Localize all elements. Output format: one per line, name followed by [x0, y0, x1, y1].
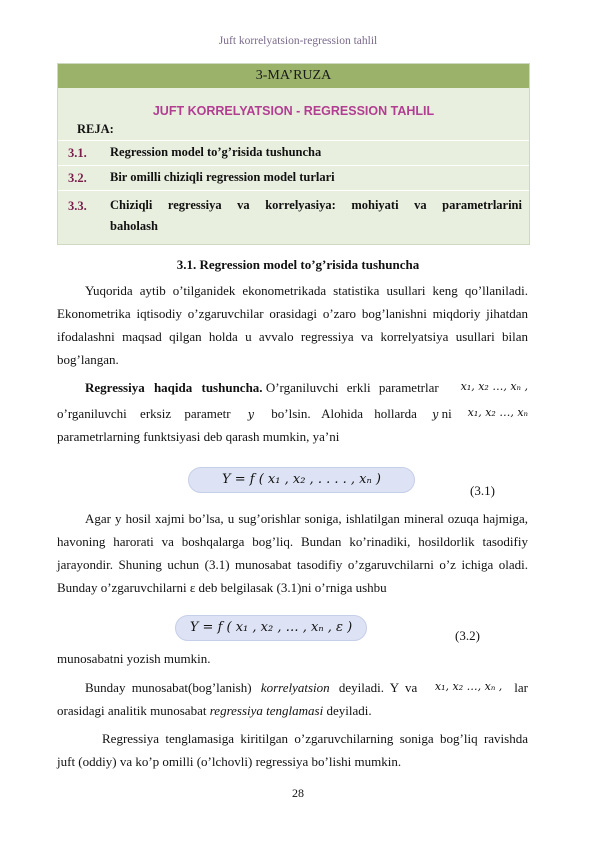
running-header: Juft korrelyatsion-regression tahlil	[218, 35, 378, 47]
math-variables: x₁, x₂ …, xₙ ,	[434, 680, 503, 693]
equation-number: (3.1)	[470, 483, 495, 498]
text-span: deyiladi.	[326, 703, 372, 718]
text-span: orasidagi analitik munosabat	[57, 703, 207, 718]
text-span: o’rganiluvchi erksiz parametr	[57, 406, 231, 421]
plan-item-text: Regression model to’g’risida tushuncha	[110, 145, 322, 159]
math-variables: x₁, x₂ …, xₙ ,	[460, 380, 528, 393]
paragraph-regression-line3: parametrlarning funktsiyasi deb qarash mumkin, ya’ni	[57, 429, 340, 444]
paragraph-intro: Yuqorida aytib o’tilganidek ekonometrikada statistika usullari keng qo’llaniladi. Ekonometrika iqtisodiy o’zgaruvchilar orasidagi o’zaro bog’lanishni miqdoriy jihatdan ifodalashni maqsad qilgan holda u avvalo regressiya va korrelyatsiya usullari bilan bog’langan.	[57, 283, 528, 367]
math-y: y	[247, 408, 254, 421]
paragraph-definition-line2	[57, 703, 372, 719]
paragraph-example: Agar y hosil xajmi bo’lsa, u sug’orishlar soniga, ishlatilgan mineral ozuqa hajmiga, havoning harorati va boshqalarga bog’liq. Bundan ko’rinadiki, hosildorlik tasodifiy jarayondir. Shuning uchun (3.1) munosabat tasodifiy o’zgaruvchilarni o’z ichiga oladi. Bunday o’zgaruvchilarni ε deb belgilasak (3.1)ni o’rniga ushbu	[57, 511, 528, 595]
plan-label: REJA:	[77, 122, 114, 136]
plan-item-text: Bir omilli chiziqli regression model turlari	[110, 170, 335, 184]
page-number: 28	[292, 786, 304, 800]
term-regression-equation: regressiya tenglamasi	[209, 703, 324, 718]
lecture-box	[57, 63, 530, 245]
term-korrelyatsion: korrelyatsion	[260, 680, 330, 695]
section-heading: 3.1. Regression model to’g’risida tushuncha	[176, 257, 420, 272]
paragraph-definition-line1	[85, 680, 528, 696]
plan-item	[58, 140, 529, 165]
text-span: deyiladi. Y va	[338, 680, 418, 695]
text-span: bo’lsin. Alohida hollarda	[271, 406, 417, 421]
text-span: ni	[441, 406, 452, 421]
math-variables: x₁, x₂ …, xₙ	[467, 406, 528, 419]
paragraph-conclusion: munosabatni yozish mumkin.	[57, 651, 211, 666]
plan-item-number: 3.3.	[68, 199, 87, 213]
plan-item-text-line1: Chiziqli regressiya va korrelyasiya: mohiyati va parametrlarini	[110, 198, 522, 212]
paragraph-regression-line1	[85, 380, 528, 396]
plan-item-number: 3.2.	[68, 171, 87, 185]
text-span: O’rganiluvchi erkli parametrlar	[265, 380, 439, 395]
math-y: y	[432, 408, 439, 421]
text-span: Bunday munosabat(bog’lanish)	[85, 680, 252, 695]
formula-3-2: Y = f ( x₁ , x₂ , … , xₙ , ε )	[175, 615, 367, 641]
lecture-number: 3-MA’RUZA	[58, 64, 529, 88]
paragraph-regression-line2	[57, 406, 528, 422]
formula-3-1: Y = f ( x₁ , x₂ , . . . . , xₙ )	[188, 467, 415, 493]
text-span: lar	[514, 680, 528, 695]
plan-item	[58, 165, 529, 190]
equation-number: (3.2)	[455, 628, 480, 643]
plan-item-text-line2: baholash	[110, 219, 158, 233]
lecture-title: JUFT KORRELYATSION - REGRESSION TAHLIL	[152, 104, 435, 118]
bold-term: Regressiya haqida tushuncha.	[85, 380, 263, 395]
plan-item-number: 3.1.	[68, 146, 87, 160]
paragraph-types: Regressiya tenglamasiga kiritilgan o’zgaruvchilarning soniga bog’liq ravishda juft (oddiy) va ko’p omilli (o’lchovli) regressiya bo’lishi mumkin.	[57, 731, 528, 769]
plan-item	[58, 190, 529, 243]
